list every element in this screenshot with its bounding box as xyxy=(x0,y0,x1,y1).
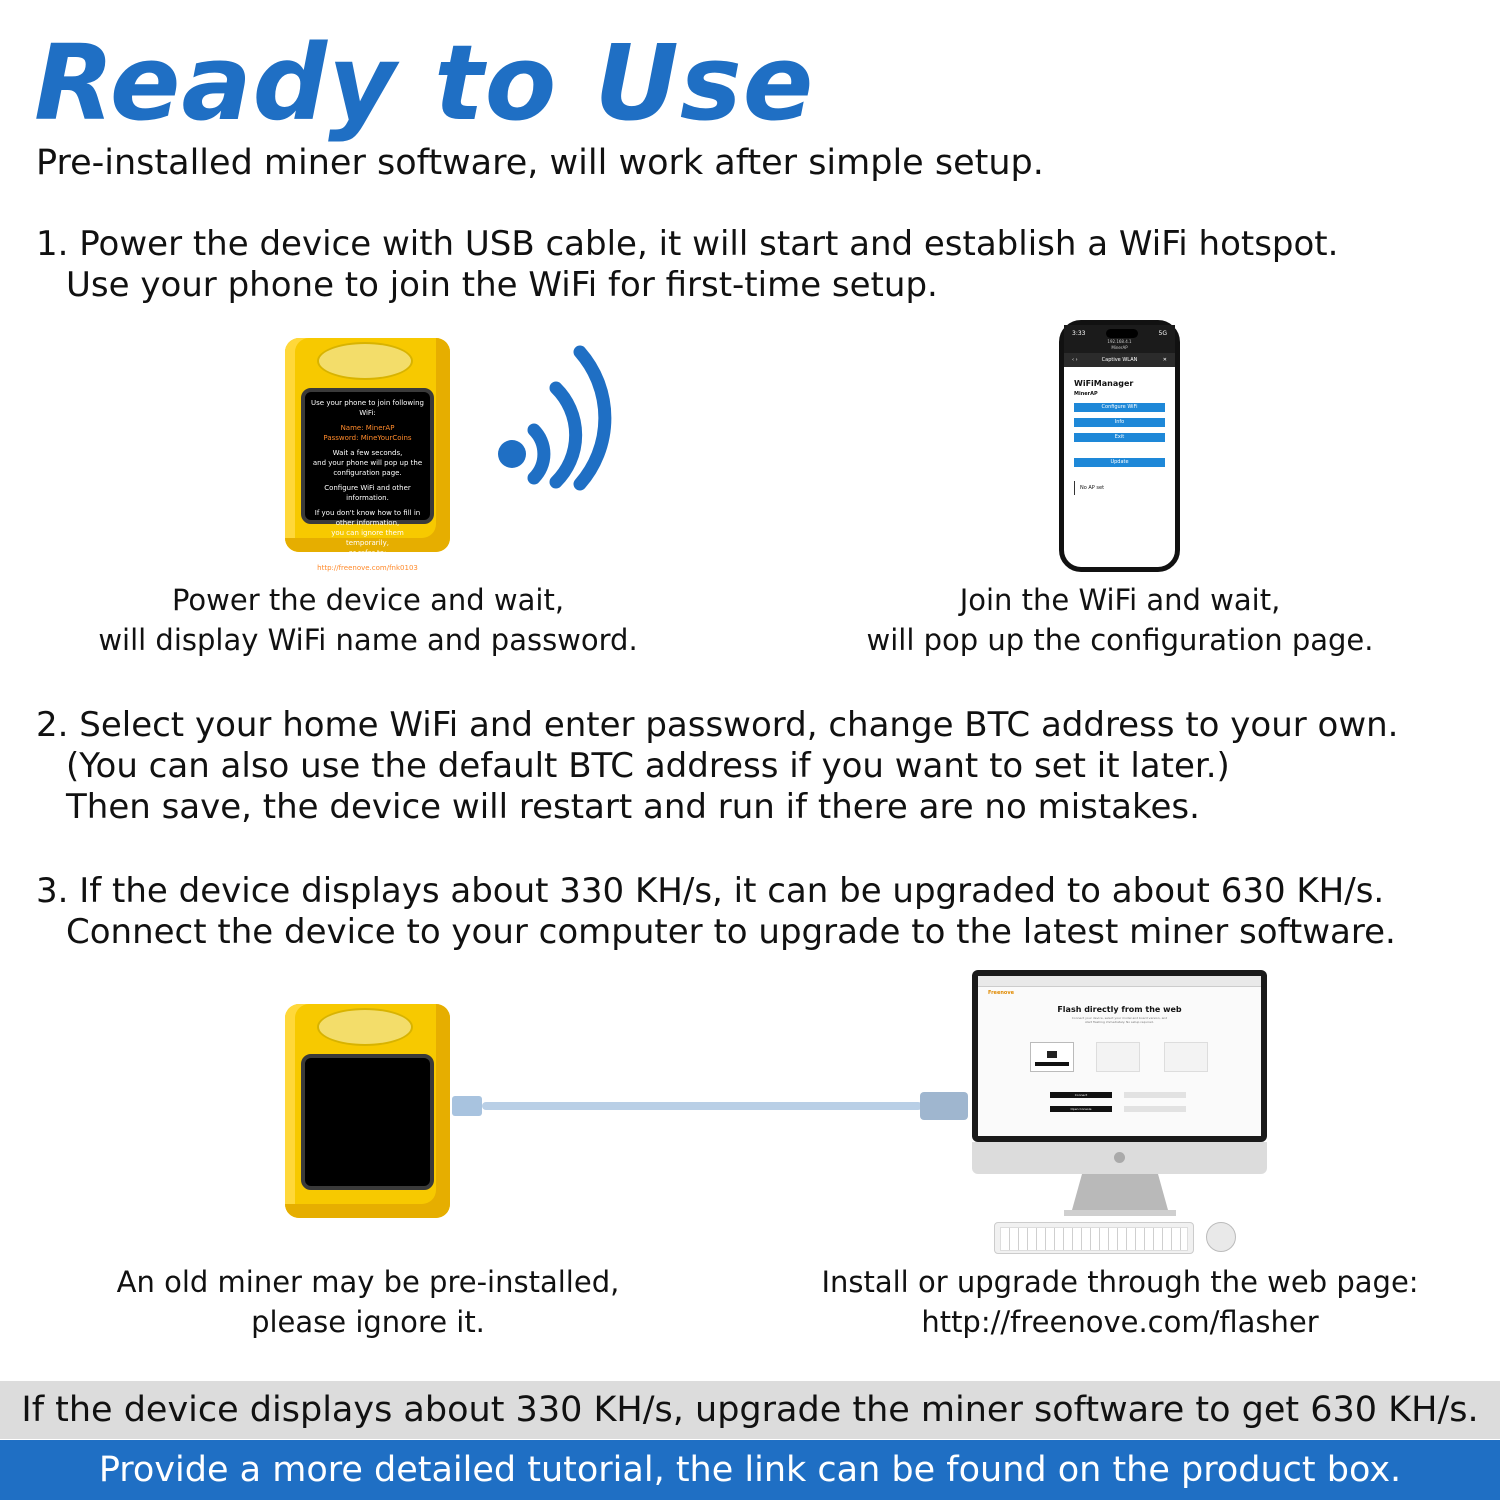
step-3-line-1: 3. If the device displays about 330 KH/s, it can be upgraded to about 630 KH/s. xyxy=(36,871,1385,911)
wifi-signal-icon xyxy=(490,360,625,500)
phone-status-bar xyxy=(1064,325,1175,353)
phone-nav-bar xyxy=(1064,353,1175,367)
step-2-text xyxy=(36,705,1399,828)
monitor-icon xyxy=(1047,1051,1057,1058)
caption-line: will pop up the configuration page. xyxy=(866,623,1374,657)
usb-c-connector xyxy=(452,1096,482,1116)
open-console-button[interactable]: Open Console xyxy=(1050,1106,1112,1112)
tutorial-notice-banner: Provide a more detailed tutorial, the link can be found on the product box. xyxy=(0,1440,1500,1500)
device-screen-line: If you don't know how to fill in other information, xyxy=(314,509,421,527)
board-card[interactable] xyxy=(1096,1042,1140,1072)
ap-status: No AP set xyxy=(1074,481,1165,495)
step-2-line-3: Then save, the device will restart and run if there are no mistakes. xyxy=(66,787,1200,827)
upgrade-notice-banner: If the device displays about 330 KH/s, upgrade the miner software to get 630 KH/s. xyxy=(0,1381,1500,1439)
exit-button[interactable]: Exit xyxy=(1074,433,1165,442)
ap-name: MinerAP xyxy=(1074,391,1098,397)
back-icon[interactable]: ‹ › xyxy=(1072,357,1078,363)
device-screen-blank xyxy=(301,1054,434,1190)
device-screen-line: Wait a few seconds, xyxy=(332,449,403,457)
device-top-logo xyxy=(317,1008,413,1046)
close-icon[interactable]: ✕ xyxy=(1162,357,1167,363)
update-button[interactable]: Update xyxy=(1074,458,1165,467)
page-title: Ready to Use xyxy=(34,22,815,144)
caption-power-device xyxy=(68,580,668,660)
phone-address-name: MinerAP xyxy=(1111,345,1128,350)
caption-line: An old miner may be pre-installed, xyxy=(116,1265,620,1299)
device-screen-link: http://freenove.com/fnk0103 xyxy=(317,564,418,572)
phone-address-ip: 192.168.4.1 xyxy=(1107,339,1132,344)
device-screen-line: and your phone will pop up the configuration page. xyxy=(312,459,423,477)
step-1-line-2: Use your phone to join the WiFi for first-time setup. xyxy=(66,265,938,305)
caption-line: will display WiFi name and password. xyxy=(98,623,638,657)
miner-device-image-blank xyxy=(285,1004,450,1218)
monitor-logo xyxy=(1114,1152,1125,1163)
caption-line: Power the device and wait, xyxy=(171,583,565,617)
device-wifi-name: Name: MinerAP xyxy=(340,424,395,432)
usb-cable xyxy=(482,1102,922,1110)
caption-upgrade-web xyxy=(820,1262,1420,1342)
device-screen-line: Use your phone to join following WiFi: xyxy=(311,399,424,417)
web-heading: Flash directly from the web xyxy=(1057,1005,1182,1014)
device-top-logo xyxy=(317,342,413,380)
page-subtitle: Pre-installed miner software, will work after simple setup. xyxy=(36,143,1044,183)
mouse xyxy=(1206,1222,1236,1252)
device-screen-line: Configure WiFi and other information. xyxy=(324,484,411,502)
disabled-button xyxy=(1124,1106,1186,1112)
caption-join-wifi xyxy=(820,580,1420,660)
phone-nav-title: Captive WLAN xyxy=(1101,357,1138,363)
caption-line: please ignore it. xyxy=(251,1305,485,1339)
caption-line: Join the WiFi and wait, xyxy=(959,583,1281,617)
disabled-button xyxy=(1124,1092,1186,1098)
flasher-web-page xyxy=(978,976,1261,1136)
device-wifi-password: Password: MineYourCoins xyxy=(323,434,412,442)
wifimanager-heading: WiFiManager xyxy=(1074,379,1134,388)
computer-monitor xyxy=(972,970,1267,1142)
device-screen xyxy=(301,388,434,572)
device-screen-line: you can ignore them temporarily, xyxy=(331,529,404,547)
caption-old-miner xyxy=(68,1262,668,1342)
step-3-text xyxy=(36,871,1396,953)
step-2-line-2: (You can also use the default BTC address if you want to set it later.) xyxy=(66,746,1230,786)
flasher-link[interactable]: http://freenove.com/flasher xyxy=(921,1305,1319,1339)
device-screen-line: or refer to: xyxy=(348,549,387,557)
browser-tab-bar xyxy=(978,976,1261,987)
configure-wifi-button[interactable]: Configure WiFi xyxy=(1074,403,1165,412)
caption-line: Install or upgrade through the web page: xyxy=(821,1265,1419,1299)
web-sub-2: start flashing immediately. No setup required. xyxy=(1085,1020,1154,1024)
board-card-selected[interactable] xyxy=(1030,1042,1074,1072)
phone-signal: 5G xyxy=(1158,330,1167,337)
step-2-line-1: 2. Select your home WiFi and enter password, change BTC address to your own. xyxy=(36,705,1399,745)
web-sub-1: Connect your device, select your model and board version, and xyxy=(1071,1016,1168,1020)
miner-device-image xyxy=(285,338,450,572)
connect-button[interactable]: Connect xyxy=(1050,1092,1112,1098)
phone-notch xyxy=(1106,329,1138,338)
monitor-stand xyxy=(1060,1174,1180,1218)
keyboard xyxy=(994,1222,1194,1254)
board-card[interactable] xyxy=(1164,1042,1208,1072)
step-1-text xyxy=(36,224,1338,306)
step-3-line-2: Connect the device to your computer to upgrade to the latest miner software. xyxy=(66,912,1396,952)
web-brand: Freenove xyxy=(988,990,1014,996)
info-button[interactable]: Info xyxy=(1074,418,1165,427)
phone-time: 3:33 xyxy=(1072,330,1086,337)
phone-page xyxy=(1064,367,1175,503)
monitor-chin xyxy=(972,1142,1267,1174)
usb-a-connector xyxy=(920,1092,968,1120)
step-1-line-1: 1. Power the device with USB cable, it will start and establish a WiFi hotspot. xyxy=(36,224,1339,264)
phone-image xyxy=(1059,320,1180,572)
